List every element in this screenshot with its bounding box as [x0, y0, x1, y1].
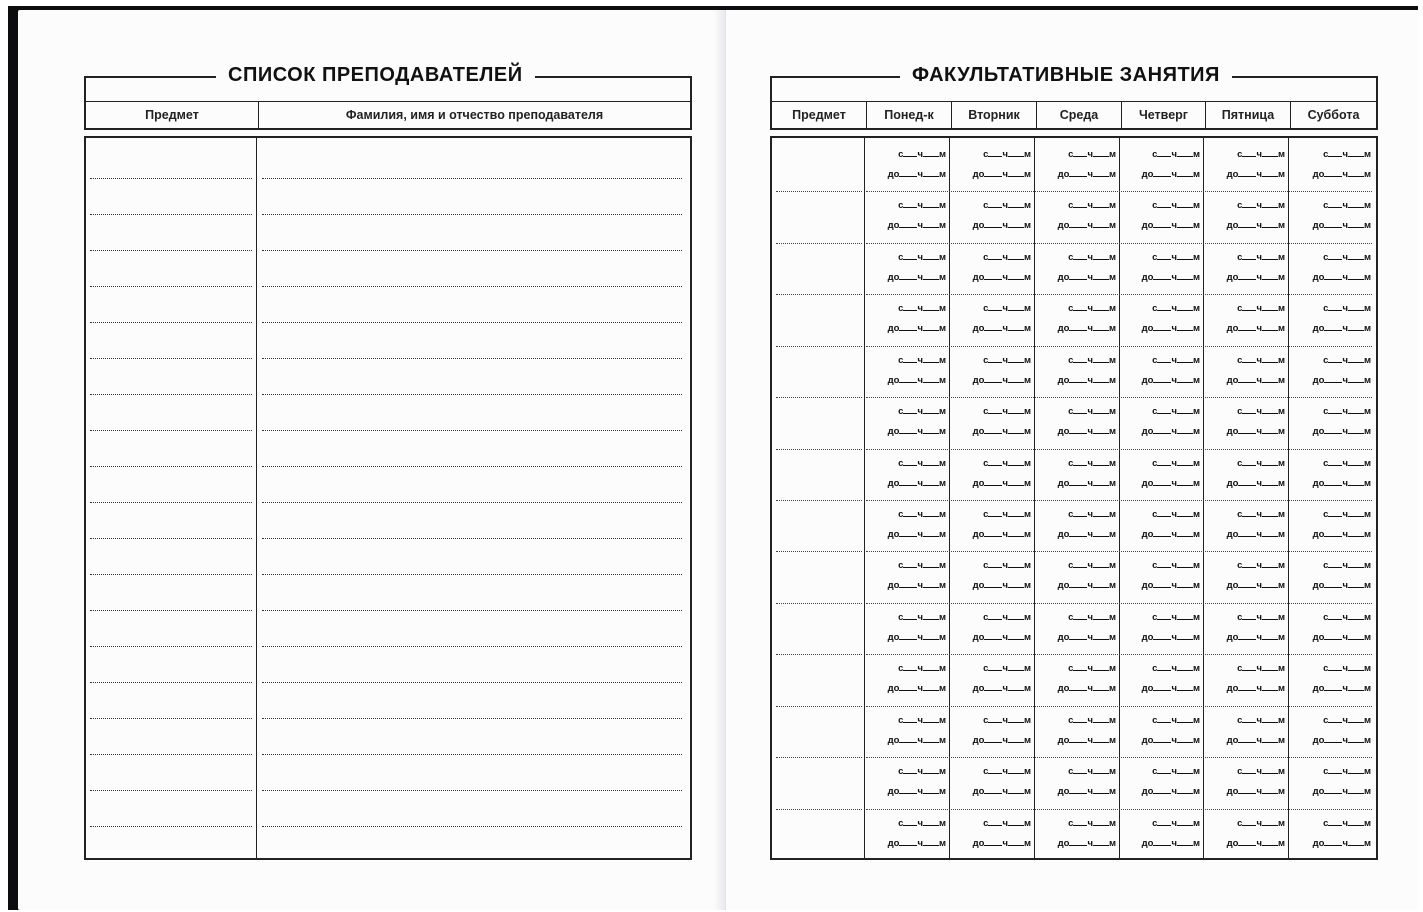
writing-line-teacher — [262, 682, 682, 683]
column-header-subject: Предмет — [792, 108, 846, 122]
writing-line-teacher — [262, 790, 682, 791]
row-divider — [866, 449, 1372, 450]
writing-line-subject — [90, 538, 252, 539]
subject-writing-line — [776, 191, 862, 192]
column-divider — [1034, 138, 1035, 858]
subject-writing-line — [776, 551, 862, 552]
writing-line-teacher — [262, 466, 682, 467]
writing-line-teacher — [262, 646, 682, 647]
right-page — [726, 10, 1418, 910]
column-divider — [256, 138, 257, 858]
subject-writing-line — [776, 397, 862, 398]
writing-line-subject — [90, 790, 252, 791]
row-divider — [866, 397, 1372, 398]
writing-line-subject — [90, 610, 252, 611]
electives-column-headers — [772, 101, 1376, 128]
electives-table: с ч м до ч м с ч м до ч м с ч м до ч м с ч м до ч м с ч м до ч м с ч м до ч м с ч м до ч м с ч м до ч м с ч м до ч м с ч м до ч м с ч м до ч м с ч м до ч м с ч м до ч м с ч м до ч м с ч м до ч м с ч м до ч м с ч м до ч м с ч м до ч м с ч м до ч м с ч м до ч м с ч м до ч м с ч м до ч м с ч м до ч м с ч м до ч м с ч м до ч м с ч м до ч м с ч м до ч м с ч м до ч м с ч м до ч м с ч м до ч м с ч м до ч м с ч м до ч м с ч м до ч м с ч м до ч м с ч м до ч м с ч м до ч м с ч м до ч м с ч м до ч м с ч м до ч м с ч м до ч м с ч м до ч м с ч м до ч м с ч м до ч м с ч м до ч м с ч м до ч м с ч м до ч м с ч м до ч м с ч м до ч м с ч м до ч м с ч м до ч м с ч м до ч м с ч м до ч м с ч м до ч м с ч м до ч м с ч м до ч м с ч м до ч м с ч м до ч м с ч м до ч м с ч м до ч м с ч м до ч м с ч м до ч м с ч м до ч м с ч м до ч м с ч м до ч м с ч м до ч м с ч м до ч м с ч м до ч м с ч м до ч м с ч м до ч м с ч м до ч м с ч м до ч м с ч м до ч м с ч м до ч м с ч м до ч м с ч м до ч м с ч м до ч м с ч м до ч м с ч м до ч м с ч м до ч м с ч м до ч м с ч м до ч м с ч м до ч м с ч м до ч м с ч м до ч м — [770, 136, 1378, 860]
writing-line-subject — [90, 574, 252, 575]
column-header-day: Четверг — [1121, 102, 1205, 128]
subject-writing-line — [776, 603, 862, 604]
page-title-electives: ФАКУЛЬТАТИВНЫЕ ЗАНЯТИЯ — [900, 64, 1232, 87]
writing-line-subject — [90, 718, 252, 719]
writing-line-subject — [90, 214, 252, 215]
subject-writing-line — [776, 706, 862, 707]
column-divider — [864, 138, 865, 858]
column-divider — [949, 138, 950, 858]
row-divider — [866, 603, 1372, 604]
writing-line-subject — [90, 754, 252, 755]
writing-line-subject — [90, 430, 252, 431]
writing-line-teacher — [262, 754, 682, 755]
row-divider — [866, 551, 1372, 552]
writing-line-subject — [90, 466, 252, 467]
writing-line-teacher — [262, 430, 682, 431]
column-header-subject: Предмет — [145, 108, 199, 122]
column-header-day: Понед-к — [866, 102, 951, 128]
subject-writing-line — [776, 654, 862, 655]
column-header-day: Суббота — [1290, 102, 1376, 128]
row-divider — [866, 654, 1372, 655]
writing-line-subject — [90, 250, 252, 251]
writing-line-teacher — [262, 358, 682, 359]
writing-line-teacher — [262, 574, 682, 575]
writing-line-teacher — [262, 286, 682, 287]
writing-line-teacher — [262, 826, 682, 827]
teachers-header — [84, 64, 692, 130]
row-divider — [866, 500, 1372, 501]
row-divider — [866, 243, 1372, 244]
writing-line-teacher — [262, 322, 682, 323]
teachers-table — [84, 136, 692, 860]
subject-writing-line — [776, 294, 862, 295]
row-divider — [866, 191, 1372, 192]
writing-line-subject — [90, 178, 252, 179]
left-page — [18, 10, 724, 910]
electives-header — [770, 64, 1378, 130]
writing-line-teacher — [262, 250, 682, 251]
writing-line-subject — [90, 358, 252, 359]
subject-writing-line — [776, 757, 862, 758]
page-title-teachers: СПИСОК ПРЕПОДАВАТЕЛЕЙ — [216, 64, 535, 87]
column-divider — [1203, 138, 1204, 858]
writing-line-subject — [90, 682, 252, 683]
column-divider — [1119, 138, 1120, 858]
column-divider — [1288, 138, 1289, 858]
writing-line-teacher — [262, 538, 682, 539]
row-divider — [866, 757, 1372, 758]
subject-writing-line — [776, 449, 862, 450]
subject-writing-line — [776, 346, 862, 347]
writing-line-subject — [90, 646, 252, 647]
column-header-day: Пятница — [1205, 102, 1290, 128]
writing-line-teacher — [262, 394, 682, 395]
writing-line-teacher — [262, 502, 682, 503]
writing-line-teacher — [262, 718, 682, 719]
column-header-teacher-name: Фамилия, имя и отчество преподавателя — [258, 102, 690, 128]
row-divider — [866, 706, 1372, 707]
writing-line-subject — [90, 286, 252, 287]
subject-writing-line — [776, 243, 862, 244]
writing-line-teacher — [262, 610, 682, 611]
row-divider — [866, 294, 1372, 295]
writing-line-subject — [90, 826, 252, 827]
teachers-column-headers — [86, 101, 690, 128]
subject-writing-line — [776, 500, 862, 501]
column-header-day: Среда — [1036, 102, 1121, 128]
subject-writing-line — [776, 809, 862, 810]
column-header-day: Вторник — [951, 102, 1036, 128]
writing-line-subject — [90, 322, 252, 323]
writing-line-subject — [90, 502, 252, 503]
writing-line-teacher — [262, 214, 682, 215]
row-divider — [866, 809, 1372, 810]
writing-line-teacher — [262, 178, 682, 179]
notebook-spread — [8, 6, 1418, 910]
writing-line-subject — [90, 394, 252, 395]
row-divider — [866, 346, 1372, 347]
